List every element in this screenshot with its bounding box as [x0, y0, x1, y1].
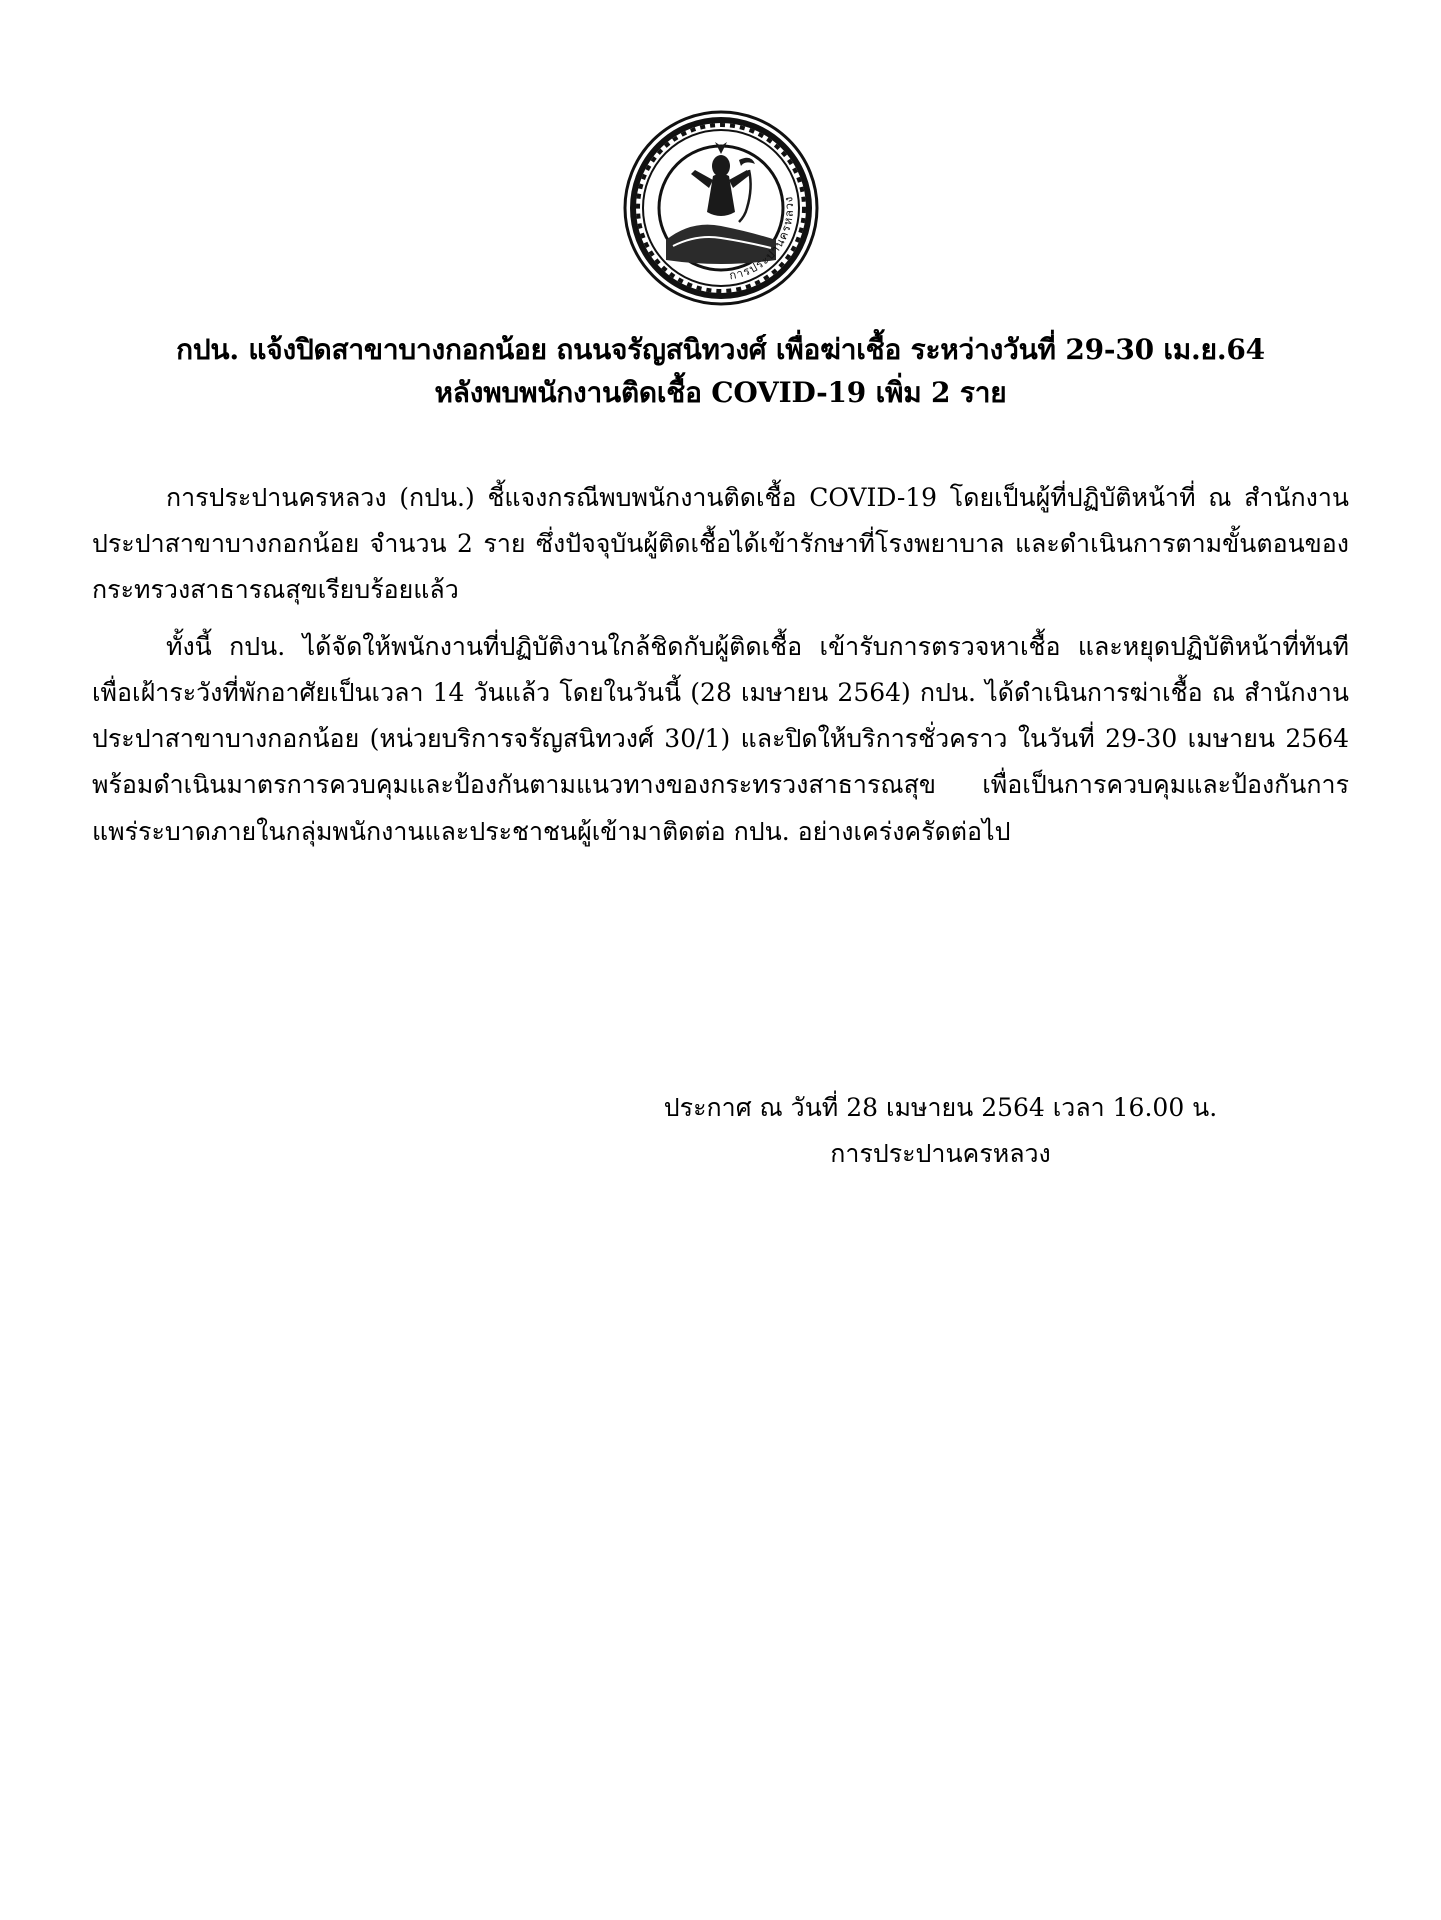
- emblem-container: [92, 0, 1349, 308]
- announcement-date: ประกาศ ณ วันที่ 28 เมษายน 2564 เวลา 16.00 น.: [663, 1092, 1218, 1122]
- mwa-emblem-icon: [621, 108, 821, 308]
- announcement-body: [92, 475, 1349, 855]
- signature-block: [92, 1085, 1349, 1178]
- body-paragraph-1: การประปานครหลวง (กปน.) ชี้แจงกรณีพบพนักงานติดเชื้อ COVID-19 โดยเป็นผู้ที่ปฏิบัติหน้าที่ ณ สำนักงานประปาสาขาบางกอกน้อย จำนวน 2 ราย ซึ่งปัจจุบันผู้ติดเชื้อได้เข้ารักษาที่โรงพยาบาล และดำเนินการตามขั้นตอนของกระทรวงสาธารณสุขเรียบร้อยแล้ว: [92, 482, 1349, 605]
- title-line-2: หลังพบพนักงานติดเชื้อ COVID-19 เพิ่ม 2 ราย: [434, 376, 1007, 410]
- organization-name: การประปานครหลวง: [830, 1139, 1051, 1169]
- page-title: [92, 328, 1349, 415]
- title-line-1: กปน. แจ้งปิดสาขาบางกอกน้อย ถนนจรัญสนิทวงศ์ เพื่อฆ่าเชื้อ ระหว่างวันที่ 29-30 เม.ย.64: [176, 333, 1265, 366]
- svg-text:การประปานครหลวง: การประปานครหลวง: [727, 195, 796, 283]
- body-paragraph-2: ทั้งนี้ กปน. ได้จัดให้พนักงานที่ปฏิบัติงานใกล้ชิดกับผู้ติดเชื้อ เข้ารับการตรวจหาเชื้อ และหยุดปฏิบัติหน้าที่ทันที เพื่อเฝ้าระวังที่พักอาศัยเป็นเวลา 14 วันแล้ว โดยในวันนี้ (28 เมษายน 2564) กปน. ได้ดำเนินการฆ่าเชื้อ ณ สำนักงานประปาสาขาบางกอกน้อย (หน่วยบริการจรัญสนิทวงศ์ 30/1) และปิดให้บริการชั่วคราว ในวันที่ 29-30 เมษายน 2564 พร้อมดำเนินมาตรการควบคุมและป้องกันตามแนวทางของกระทรวงสาธารณสุข เพื่อเป็นการควบคุมและป้องกันการแพร่ระบาดภายในกลุ่มพนักงานและประชาชนผู้เข้ามาติดต่อ กปน. อย่างเคร่งครัดต่อไป: [92, 631, 1349, 846]
